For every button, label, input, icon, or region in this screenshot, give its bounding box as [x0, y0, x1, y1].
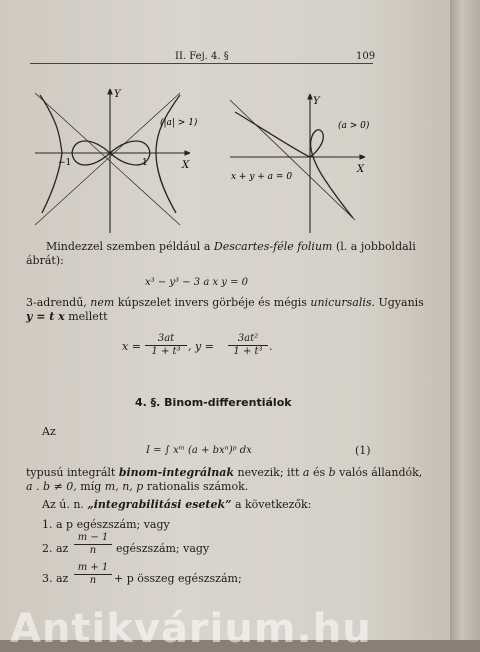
page-edge: [450, 0, 480, 640]
equation-folium: x³ − y³ − 3 a x y = 0: [145, 277, 249, 288]
variable-b: b: [328, 466, 336, 479]
paragraph-line: [42, 498, 311, 511]
fraction-denominator: n: [74, 544, 112, 557]
page-number: 109: [356, 51, 376, 62]
text-run: (l. a jobboldali: [332, 240, 416, 253]
equation-number: (1): [355, 444, 371, 457]
tick-label-minus-one: −1: [58, 158, 72, 168]
text-run: és: [309, 466, 329, 479]
paragraph-line: [26, 296, 424, 309]
fraction-y: [228, 333, 268, 358]
fraction-denominator: 1 + t³: [228, 345, 268, 358]
fraction-denominator: 1 + t³: [145, 345, 187, 358]
asymptote-line: [230, 100, 355, 220]
equation-x-label: x =: [122, 340, 141, 353]
inline-formula: y = t x: [26, 310, 65, 323]
fraction-denominator: n: [74, 574, 112, 587]
equation-y-label: , y =: [188, 340, 214, 353]
term-integrability-cases: „integrabilitási esetek”: [87, 498, 232, 511]
paragraph-line: [26, 310, 108, 323]
text-run: míg: [76, 480, 105, 493]
text-run: kúpszelet invers görbéje és mégis: [114, 296, 311, 309]
inline-formula: m, n, p: [104, 480, 144, 493]
y-axis-label: Y: [114, 89, 121, 100]
paragraph-line: [26, 466, 422, 479]
term-descartes-folium: Descartes-féle folium: [213, 240, 333, 253]
paragraph-line: ábrát):: [26, 254, 64, 267]
text-run: mellett: [64, 310, 108, 323]
case-item-2-label: 2. az: [42, 542, 69, 555]
folium-curve: [235, 112, 353, 218]
paragraph-line: [26, 480, 248, 493]
equation-period: .: [269, 340, 273, 353]
fraction-numerator: m + 1: [77, 562, 109, 573]
x-axis-label: X: [357, 164, 365, 175]
condition-label: (|a| > 1): [160, 118, 198, 128]
hyperbola-branch-left: [40, 95, 62, 213]
condition-label: (a > 0): [338, 121, 370, 131]
text-run: a következők:: [231, 498, 312, 511]
equation-binom-integral: I = ∫ xᵐ (a + bxⁿ)ᵖ dx: [146, 445, 252, 456]
text-run: Ugyanis: [375, 296, 424, 309]
case-item-2-text: egészszám; vagy: [116, 542, 210, 555]
section-title: 4. §. Binom-differentiálok: [135, 396, 292, 409]
emphasis-nem: nem: [90, 296, 115, 309]
case-item-1: 1. a p egészszám; vagy: [42, 518, 170, 531]
hyperbola-branch-right: [156, 95, 180, 213]
case-item-3-label: 3. az: [42, 572, 69, 585]
running-header: II. Fej. 4. §: [175, 51, 229, 62]
text-run: 3-adrendű,: [26, 296, 91, 309]
paragraph-line: Az: [42, 425, 56, 438]
header-rule: [30, 63, 373, 64]
tick-label-one: 1: [142, 158, 148, 168]
fraction-numerator: m − 1: [77, 532, 109, 543]
variable-a: a: [302, 466, 310, 479]
text-run: Az ú. n.: [42, 498, 88, 511]
text-run: rationalis számok.: [143, 480, 249, 493]
paragraph-line: [46, 240, 416, 253]
figure-descartes-folium: [225, 90, 375, 235]
fraction-x: [145, 333, 187, 358]
case-item-3-text: + p összeg egészszám;: [114, 572, 242, 585]
fraction-numerator: 3at²: [237, 333, 259, 344]
asymptote-label: x + y + a = 0: [231, 172, 293, 182]
text-run: valós állandók,: [335, 466, 423, 479]
fraction-numerator: 3at: [157, 333, 175, 344]
y-axis-label: Y: [313, 96, 320, 107]
term-binom-integral: binom-integrálnak: [118, 466, 235, 479]
text-run: nevezik; itt: [234, 466, 303, 479]
text-run: Mindezzel szemben például a: [46, 240, 214, 253]
fraction-case-2: [74, 532, 112, 557]
x-axis-label: X: [182, 160, 190, 171]
fraction-case-3: [74, 562, 112, 587]
figure-hyperbola-lemniscate: [30, 85, 205, 235]
inline-formula: a . b ≠ 0,: [26, 480, 77, 493]
watermark: Antikvárium.hu: [10, 606, 372, 652]
term-unicursalis: unicursalis.: [310, 296, 375, 309]
text-run: typusú integrált: [26, 466, 119, 479]
